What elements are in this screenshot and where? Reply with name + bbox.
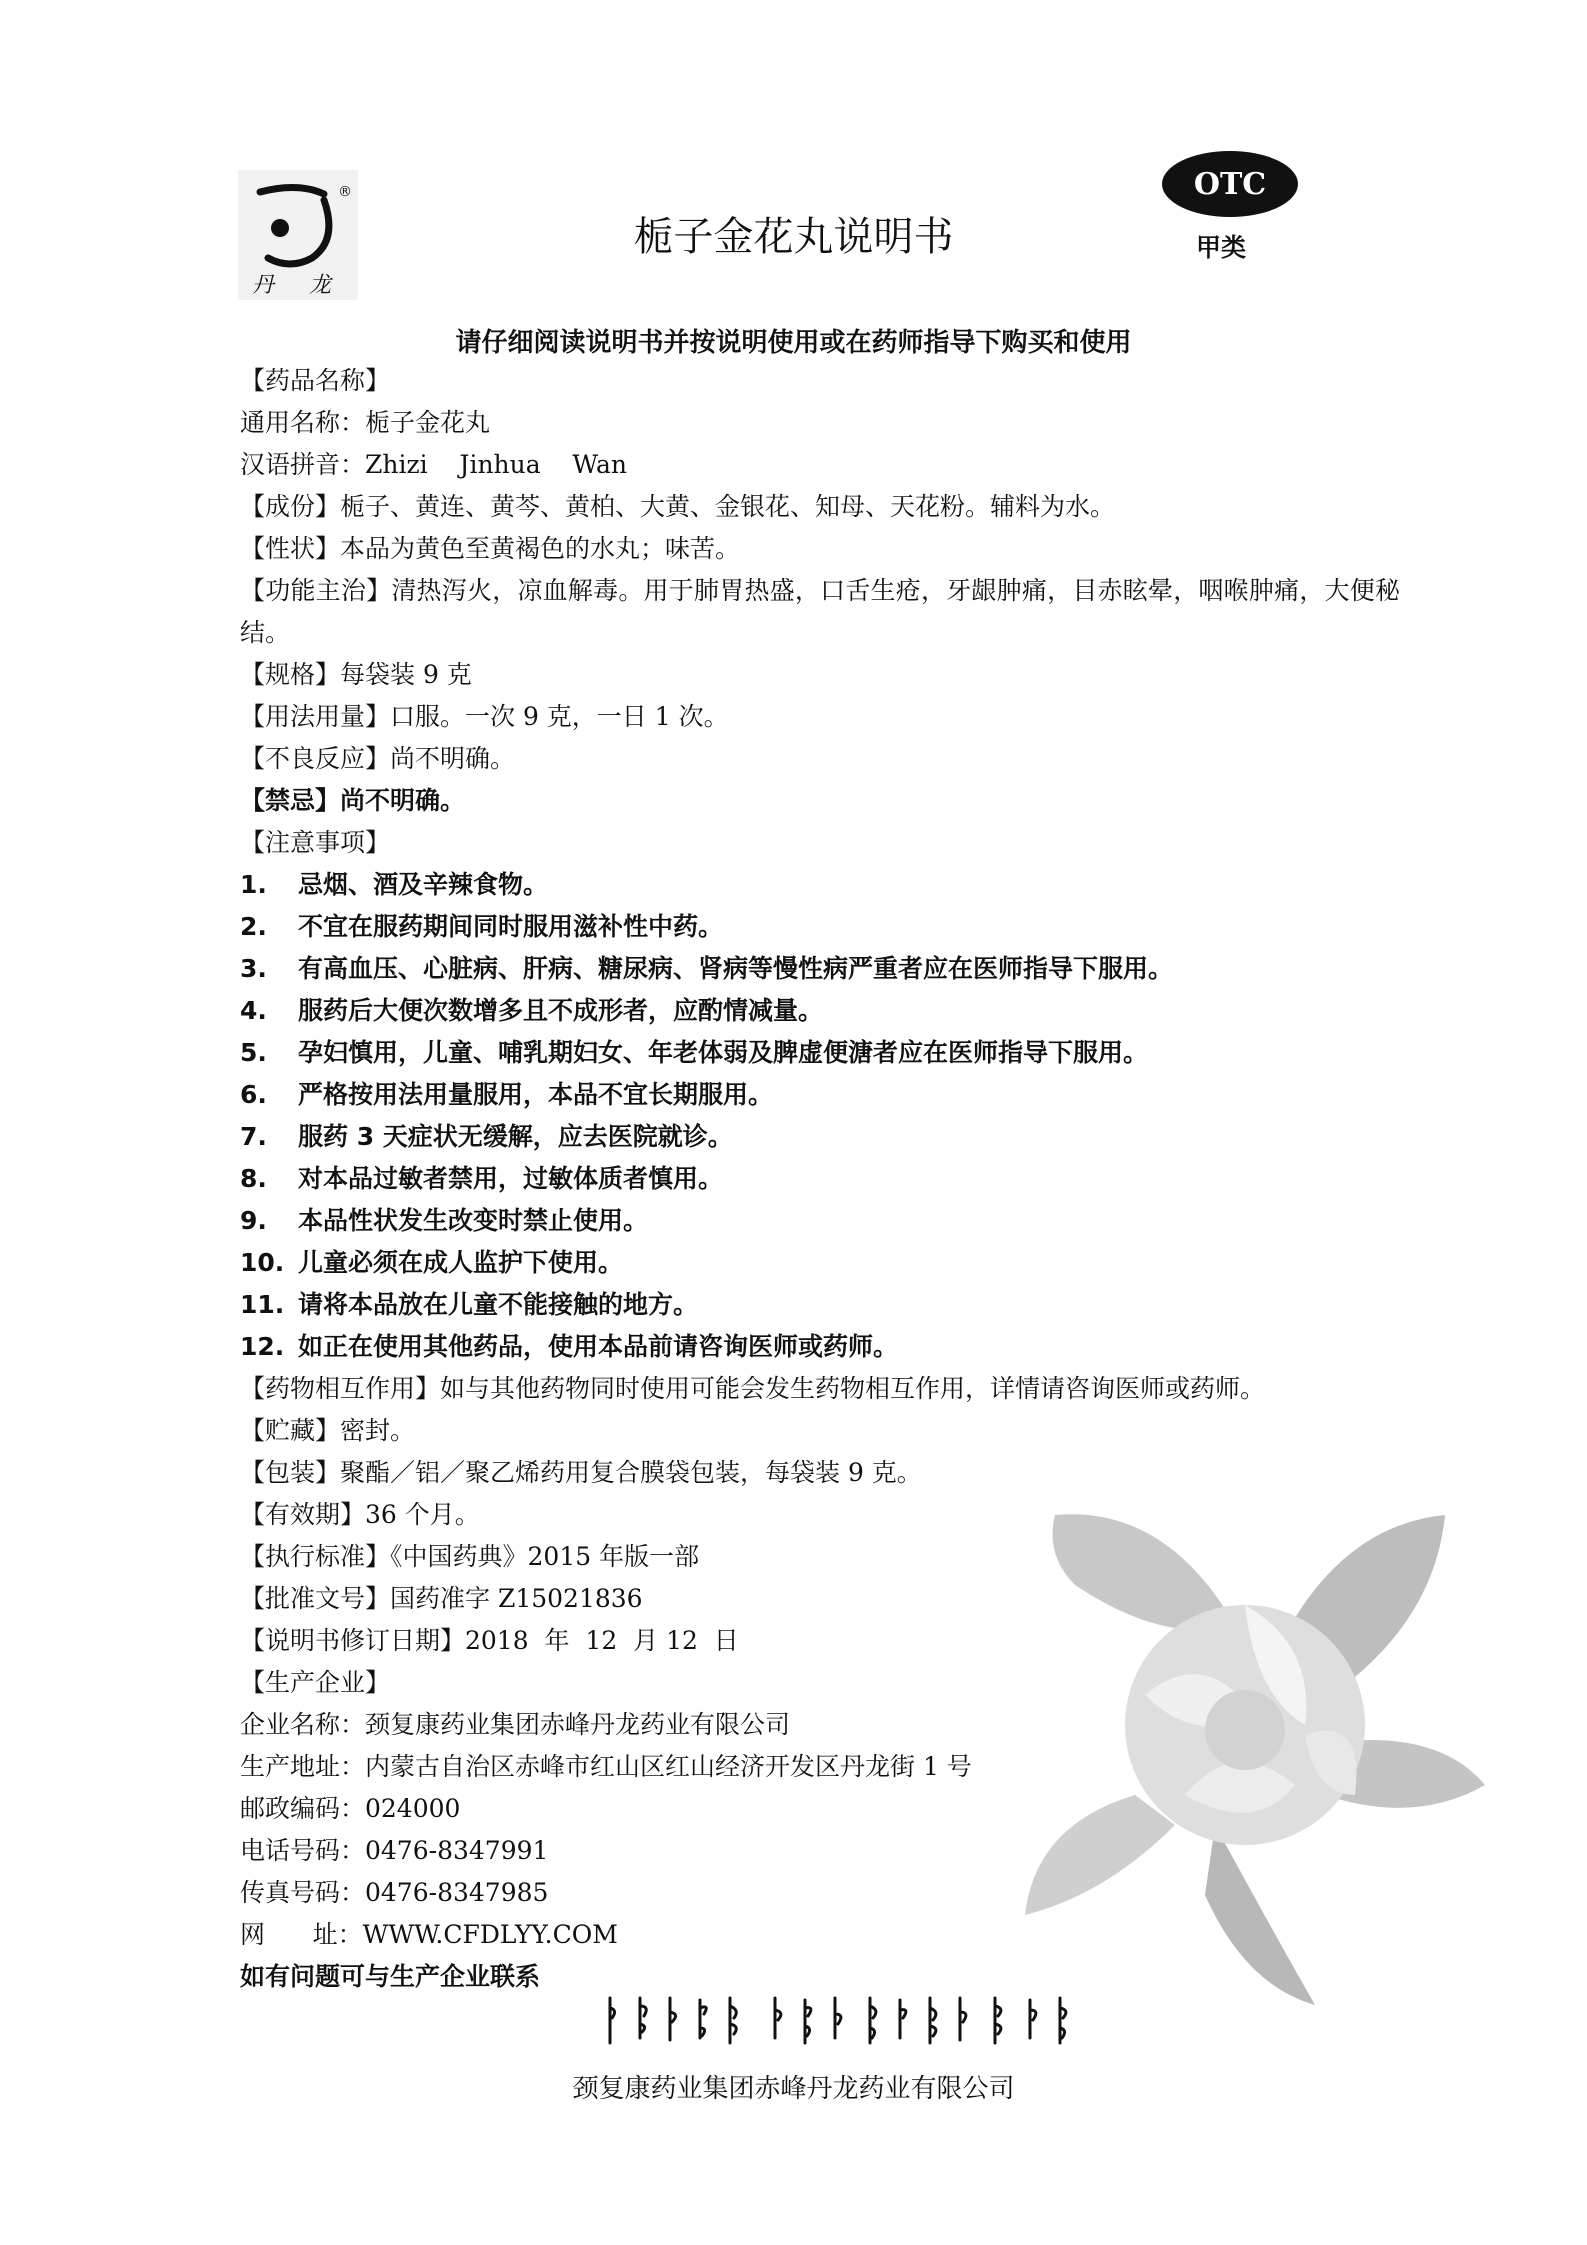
instructions-body bbox=[240, 360, 1400, 1998]
drug-interactions: 【药物相互作用】如与其他药物同时使用可能会发生药物相互作用，详情请咨询医师或药师。 bbox=[240, 1374, 1266, 1403]
revision-date: 【说明书修订日期】2018 年 12 月 12 日 bbox=[240, 1626, 739, 1655]
precaution-item: 12. 如正在使用其他药品，使用本品前请咨询医师或药师。 bbox=[240, 1332, 899, 1361]
contact-note: 如有问题可与生产企业联系 bbox=[240, 1962, 541, 1991]
otc-badge bbox=[1160, 148, 1300, 220]
document-title: 栀子金花丸说明书 bbox=[633, 214, 954, 260]
precaution-item: 2. 不宜在服药期间同时服用滋补性中药。 bbox=[240, 912, 724, 941]
precaution-item: 8. 对本品过敏者禁用，过敏体质者慎用。 bbox=[240, 1164, 724, 1193]
precaution-item: 6. 严格按用法用量服用，本品不宜长期服用。 bbox=[240, 1080, 774, 1109]
storage: 【贮藏】密封。 bbox=[240, 1416, 416, 1445]
mongolian-script-icon bbox=[600, 1988, 1080, 2058]
phone-number: 电话号码：0476-8347991 bbox=[240, 1836, 549, 1865]
website: 网 址：WWW.CFDLYY.COM bbox=[240, 1920, 618, 1949]
manufacturer-heading: 【生产企业】 bbox=[240, 1668, 391, 1697]
precaution-item: 9. 本品性状发生改变时禁止使用。 bbox=[240, 1206, 649, 1235]
precaution-item: 10. 儿童必须在成人监护下使用。 bbox=[240, 1248, 624, 1277]
standard: 【执行标准】《中国药典》2015 年版一部 bbox=[240, 1542, 700, 1571]
pinyin-name: 汉语拼音：Zhizi Jinhua Wan bbox=[240, 450, 627, 479]
precaution-item: 11. 请将本品放在儿童不能接触的地方。 bbox=[240, 1290, 699, 1319]
production-address: 生产地址：内蒙古自治区赤峰市红山区红山经济开发区丹龙街 1 号 bbox=[240, 1752, 972, 1781]
ingredients: 【成份】栀子、黄连、黄芩、黄柏、大黄、金银花、知母、天花粉。辅料为水。 bbox=[240, 492, 1116, 521]
logo-caption: 丹 龙 bbox=[252, 273, 345, 298]
precaution-item: 1. 忌烟、酒及辛辣食物。 bbox=[240, 870, 549, 899]
package: 【包装】聚酯／铝／聚乙烯药用复合膜袋包装，每袋装 9 克。 bbox=[240, 1458, 922, 1487]
otc-label: OTC bbox=[1193, 167, 1267, 202]
postcode: 邮政编码：024000 bbox=[240, 1794, 461, 1823]
precaution-item: 3. 有高血压、心脏病、肝病、糖尿病、肾病等慢性病严重者应在医师指导下服用。 bbox=[240, 954, 1174, 983]
precautions-heading: 【注意事项】 bbox=[240, 828, 391, 857]
footer-company: 颈复康药业集团赤峰丹龙药业有限公司 bbox=[572, 2074, 1015, 2104]
drug-name-heading: 【药品名称】 bbox=[240, 366, 391, 395]
generic-name: 通用名称：栀子金花丸 bbox=[240, 408, 491, 437]
otc-class: 甲类 bbox=[1196, 233, 1247, 262]
contraindications: 【禁忌】尚不明确。 bbox=[240, 786, 466, 815]
company-name: 企业名称：颈复康药业集团赤峰丹龙药业有限公司 bbox=[240, 1710, 791, 1739]
indications: 【功能主治】清热泻火，凉血解毒。用于肺胃热盛，口舌生疮，牙龈肿痛，目赤眩晕，咽喉肿痛，大便秘结。 bbox=[240, 576, 1400, 647]
reading-notice: 请仔细阅读说明书并按说明使用或在药师指导下购买和使用 bbox=[455, 328, 1132, 358]
adverse-reactions: 【不良反应】尚不明确。 bbox=[240, 744, 516, 773]
precaution-item: 5. 孕妇慎用，儿童、哺乳期妇女、年老体弱及脾虚便溏者应在医师指导下服用。 bbox=[240, 1038, 1149, 1067]
validity: 【有效期】36 个月。 bbox=[240, 1500, 480, 1529]
dosage: 【用法用量】口服。一次 9 克，一日 1 次。 bbox=[240, 702, 729, 731]
approval-number: 【批准文号】国药准字 Z15021836 bbox=[240, 1584, 643, 1613]
appearance: 【性状】本品为黄色至黄褐色的水丸；味苦。 bbox=[240, 534, 741, 563]
precaution-item: 7. 服药 3 天症状无缓解，应去医院就诊。 bbox=[240, 1122, 733, 1151]
svg-text:®: ® bbox=[338, 184, 352, 200]
precaution-item: 4. 服药后大便次数增多且不成形者，应酌情减量。 bbox=[240, 996, 824, 1025]
fax-number: 传真号码：0476-8347985 bbox=[240, 1878, 549, 1907]
specification: 【规格】每袋装 9 克 bbox=[240, 660, 472, 689]
